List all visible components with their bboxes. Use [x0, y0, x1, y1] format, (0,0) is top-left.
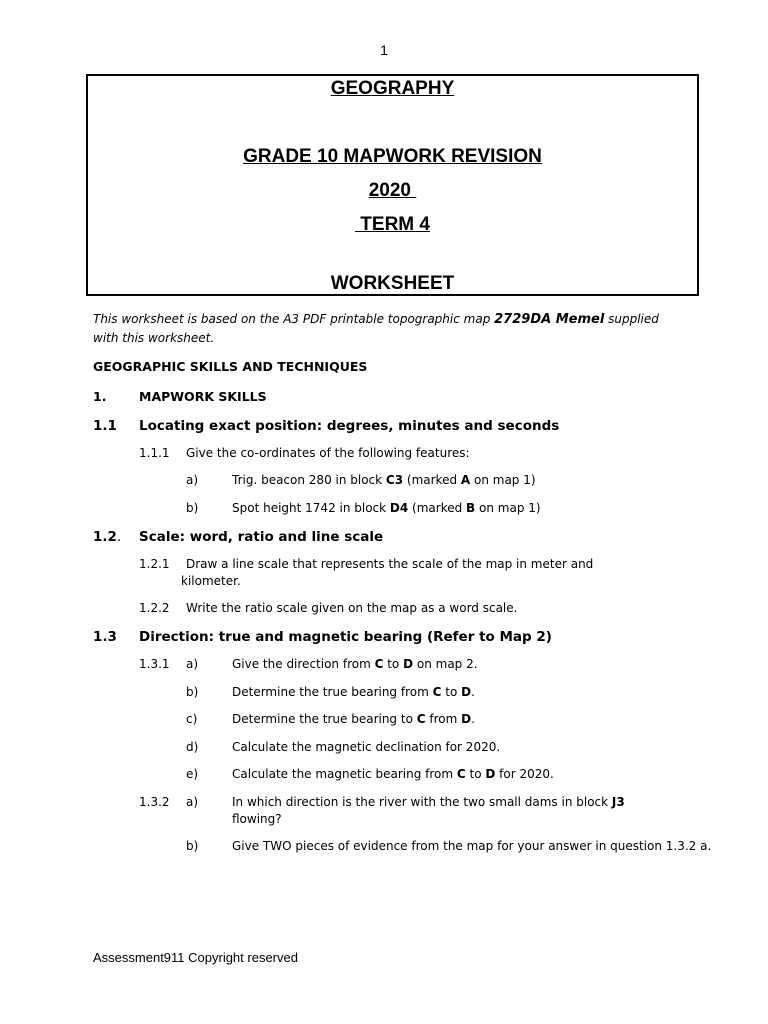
worksheet-title: GRADE 10 MAPWORK REVISION: [243, 146, 542, 167]
question-1-1-1-text: Give the co-ordinates of the following features:: [186, 446, 470, 460]
question-1-3-2-number: 1.3.2: [139, 795, 170, 809]
term-title: TERM 4: [355, 214, 430, 235]
question-1-3-1-b: Determine the true bearing from C to D.: [232, 685, 475, 699]
item-letter: b): [186, 685, 199, 699]
question-1-3-1-a: Give the direction from C to D on map 2.: [232, 657, 478, 671]
question-1-1-1-number: 1.1.1: [139, 446, 170, 460]
worksheet-label: WORKSHEET: [330, 273, 455, 294]
question-1-3-1-e: Calculate the magnetic bearing from C to D for 2020.: [232, 767, 554, 781]
item-letter: a): [186, 795, 199, 809]
question-1-3-1-c: Determine the true bearing to C from D.: [232, 712, 475, 726]
item-letter: a): [186, 473, 199, 487]
section-1-3-title: Direction: true and magnetic bearing (Refer to Map 2): [139, 629, 552, 645]
item-letter: b): [186, 839, 199, 853]
question-1-3-1-number: 1.3.1: [139, 657, 170, 671]
title-box: [86, 74, 699, 296]
section-heading: GEOGRAPHIC SKILLS AND TECHNIQUES: [93, 359, 368, 374]
item-letter: b): [186, 501, 199, 515]
section-1-1-number: 1.1: [93, 418, 117, 434]
question-1-1-1-a: Trig. beacon 280 in block C3 (marked A on map 1): [232, 473, 536, 487]
question-1-1-1-b: Spot height 1742 in block D4 (marked B on map 1): [232, 501, 541, 515]
question-1-2-2-text: Write the ratio scale given on the map as a word scale.: [186, 601, 518, 615]
section-1-2-title: Scale: word, ratio and line scale: [139, 529, 384, 545]
question-1-3-2-a-line-2: flowing?: [232, 812, 282, 826]
question-1-2-1-line-2: kilometer.: [181, 574, 241, 588]
item-letter: d): [186, 740, 199, 754]
question-1-2-2-number: 1.2.2: [139, 601, 170, 615]
item-letter: e): [186, 767, 199, 781]
question-1-3-2-a-line-1: In which direction is the river with the two small dams in block J3: [232, 795, 625, 809]
intro-line-1: This worksheet is based on the A3 PDF printable topographic map 2729DA Memel supplied: [93, 312, 659, 327]
question-1-2-1-line-1: Draw a line scale that represents the scale of the map in meter and: [186, 557, 594, 571]
item-letter: a): [186, 657, 199, 671]
section-1-title: MAPWORK SKILLS: [139, 389, 267, 404]
map-name: 2729DA Memel: [494, 312, 605, 327]
section-1-2-number: 1.2.: [93, 529, 122, 545]
question-1-3-1-d: Calculate the magnetic declination for 2020.: [232, 740, 501, 754]
question-1-3-2-b: Give TWO pieces of evidence from the map for your answer in question 1.3.2 a.: [232, 839, 712, 853]
page-number: 1: [380, 42, 388, 58]
year-title: 2020: [368, 180, 417, 201]
footer-copyright: Assessment911 Copyright reserved: [93, 950, 298, 965]
section-1-3-number: 1.3: [93, 629, 117, 645]
item-letter: c): [186, 712, 198, 726]
section-1-1-title: Locating exact position: degrees, minutes and seconds: [139, 418, 560, 434]
intro-line-2: with this worksheet.: [93, 331, 215, 345]
section-1-number: 1.: [93, 389, 107, 404]
question-1-2-1-number: 1.2.1: [139, 557, 170, 571]
subject-title: GEOGRAPHY: [330, 78, 455, 99]
